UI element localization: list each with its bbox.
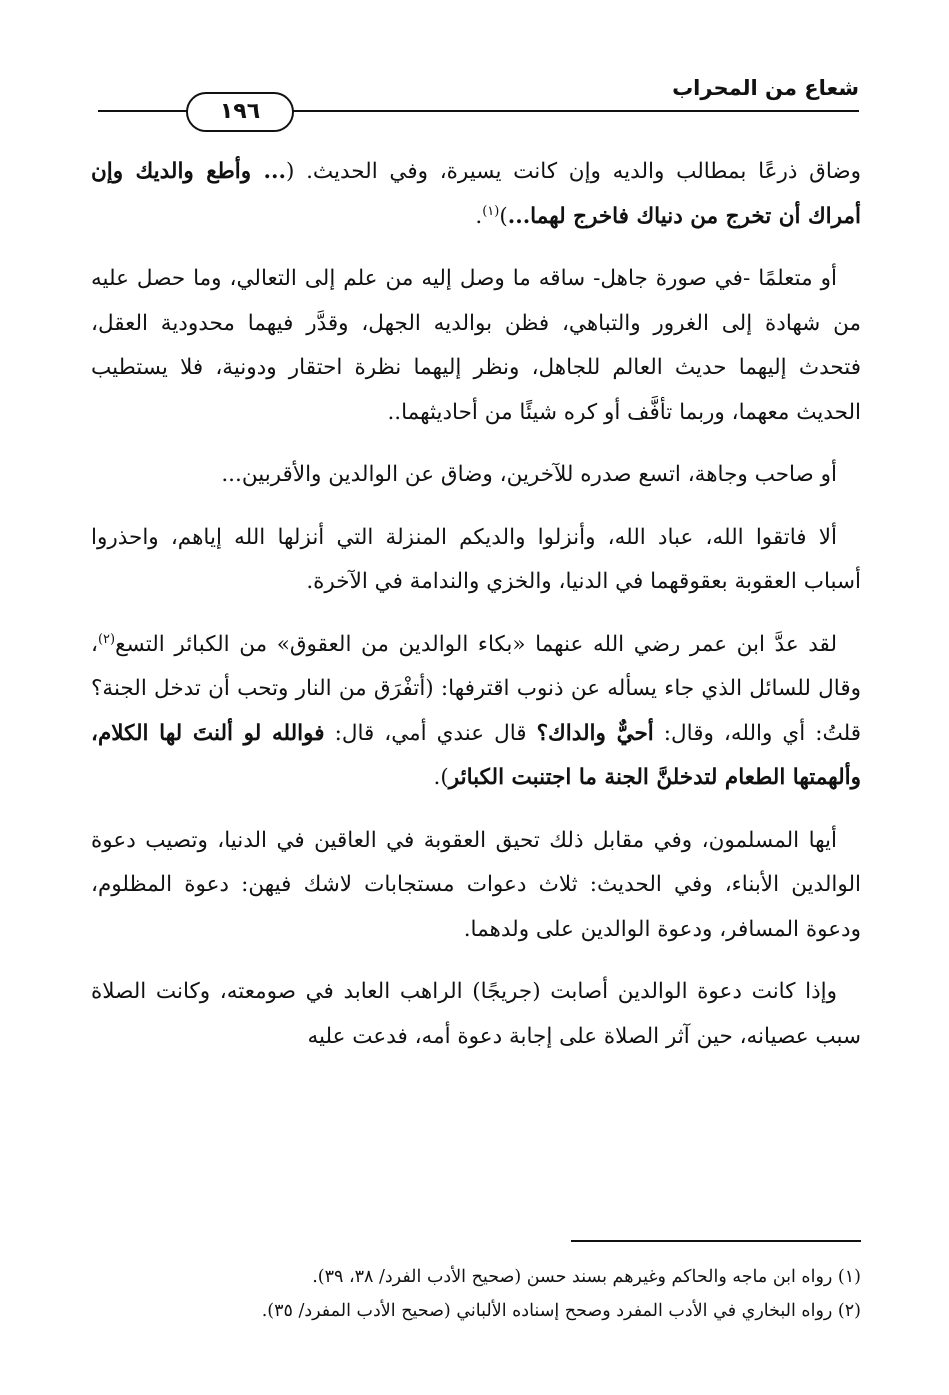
- text-run: ، وقال للسائل الذي جاء يسأله عن ذنوب اقترفها: (أتفْرَق من النار وتحب أن تدخل الجنة؟ قلتُ: أي والله، وقال:: [91, 631, 862, 746]
- paragraph: [91, 623, 861, 801]
- paragraph: [91, 453, 861, 498]
- text-run: .: [475, 203, 483, 229]
- text-run: ).: [433, 765, 449, 790]
- paragraph: [91, 150, 861, 239]
- text-run: أو صاحب وجاهة، اتسع صدره للآخرين، وضاق عن الوالدين والأقربين...: [221, 462, 837, 487]
- text-run: أو متعلمًا -في صورة جاهل- ساقه ما وصل إليه من علم إلى التعالي، وما حصل عليه من شهادة إلى الغرور والتباهي، فظن بوالديه الجهل، وقدَّر فيهما محدودية العقل، فتحدث إليهما حديث العالم للجاهل، ونظر إليهما نظرة احتقار ودونية، فلا يستطيب الحديث معهما، وربما تأفَّف أو كره شيئًا من أحاديثهما..: [91, 266, 861, 425]
- footnote-ref: (٢): [97, 631, 116, 647]
- text-run: ): [499, 203, 508, 229]
- bold-quote: فوالله لو ألنتَ لها الكلام، وألهمتها الطعام لتدخلنَّ الجنة ما اجتنبت الكبائر: [91, 720, 861, 790]
- text-run: ألا فاتقوا الله، عباد الله، وأنزلوا والديكم المنزلة التي أنزلها الله إياهم، واحذروا أسباب العقوبة بعقوقهما في الدنيا، والخزي والندامة في الآخرة.: [91, 524, 861, 594]
- bold-quote: ... وأطع والديك وإن أمراك أن تخرج من دنياك فاخرج لهما...: [91, 159, 861, 229]
- paragraph: [91, 516, 861, 605]
- text-run: قال عندي أمي، قال:: [324, 720, 537, 746]
- paragraph: [91, 819, 861, 953]
- bold-quote: أحيٌّ والداك؟: [536, 720, 654, 746]
- footnote: (٢) رواه البخاري في الأدب المفرد وصحح إسناده الألباني (صحيح الأدب المفرد/ ٣٥).: [261, 1301, 861, 1321]
- footnote: (١) رواه ابن ماجه والحاكم وغيرهم بسند حسن (صحيح الأدب الفرد/ ٣٨، ٣٩).: [312, 1267, 861, 1287]
- body-text: [91, 150, 861, 1077]
- page-number: ١٩٦: [186, 92, 294, 132]
- footnote-rule: [571, 1240, 861, 1242]
- text-run: وإذا كانت دعوة الوالدين أصابت (جريجًا) الراهب العابد في صومعته، وكانت الصلاة سبب عصيانه، حين آثر الصلاة على إجابة دعوة أمه، فدعت عليه: [91, 979, 861, 1049]
- paragraph: [91, 257, 861, 435]
- footnotes: [91, 1260, 861, 1328]
- footnote-ref: (١): [482, 203, 500, 219]
- running-title: شعاع من المحراب: [672, 76, 859, 100]
- text-run: لقد عدَّ ابن عمر رضي الله عنهما «بكاء الوالدين من العقوق» من الكبائر التسع: [115, 631, 837, 657]
- text-run: وضاق ذرعًا بمطالب والديه وإن كانت يسيرة، وفي الحديث. (: [285, 159, 862, 184]
- paragraph: [91, 970, 861, 1059]
- text-run: أيها المسلمون، وفي مقابل ذلك تحيق العقوبة في العاقين في الدنيا، وتصيب دعوة الوالدين الأبناء، وفي الحديث: ثلاث دعوات مستجابات لاشك فيهن: دعوة المظلوم، ودعوة المسافر، ودعوة الوالدين على ولدهما.: [91, 827, 861, 942]
